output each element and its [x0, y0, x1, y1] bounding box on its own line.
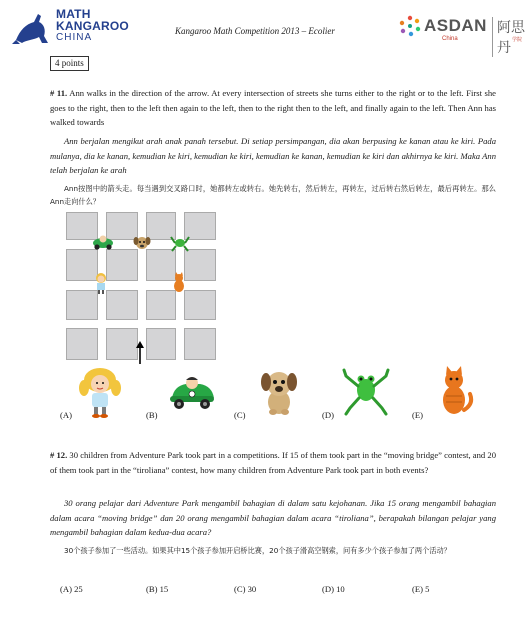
girl-icon	[78, 366, 122, 418]
girl-small-icon	[92, 272, 110, 294]
q12-answer-c: (C) 30	[234, 584, 257, 594]
q11-choice-c-label: (C)	[234, 410, 246, 420]
q12-number: # 12.	[50, 450, 68, 460]
frog-small-icon	[170, 234, 190, 252]
q11-choice-e-label: (E)	[412, 410, 423, 420]
asdan-chinese: 阿思丹	[492, 17, 528, 57]
q11-malay	[50, 134, 496, 178]
asdan-word: ASDAN	[424, 16, 487, 35]
city-block	[146, 328, 176, 360]
q12-english-text: 30 children from Adventure Park took part in a competitions. If 15 of them took part in the “moving bridge” contest, and 20 of them took part in the “tiroliana” contest, how many children from Adventure Park took part in both events?	[50, 450, 496, 475]
city-block	[184, 328, 216, 360]
city-block	[66, 328, 98, 360]
q12-answer-b: (B) 15	[146, 584, 169, 594]
q11-malay-text: Ann berjalan mengikut arah anak panah tersebut. Di setiap persimpangan, dia akan berpusing ke kanan atau ke kiri. Pada mulanya, dia ke kanan, kemudian ke kiri, kemudian ke kiri, kemudian ke kanan, kemudian ke kiri dan akhirnya ke kiri. Maka Ann telah berjalan ke arah	[50, 136, 496, 175]
street-grid-figure	[66, 212, 216, 360]
start-arrow-icon	[132, 340, 148, 364]
asdan-sub-tag: 学院	[512, 37, 523, 43]
q12-answer-a: (A) 25	[60, 584, 83, 594]
q11-choice-d-label: (D)	[322, 410, 334, 420]
asdan-logo	[398, 14, 528, 56]
q11-chinese-text: Ann按图中的箭头走。每当遇到交叉路口时，她都转左或转右。她先转右，然后转左，再转左，过后转右然后转左，最后再转左。那么Ann走向什么？	[50, 184, 496, 206]
city-block	[106, 249, 138, 281]
dog-small-icon	[132, 234, 152, 252]
q11-english-text: Ann walks in the direction of the arrow. At every intersection of streets she turns either to the right or to the left. First she goes to the right, then to the left then again to the left, then to the right then to the left, and finally again to the left. Then Ann has walked towards	[50, 88, 496, 127]
city-block	[66, 290, 98, 320]
logo-line-math: MATH	[56, 7, 91, 21]
car-small-icon	[92, 234, 114, 250]
q11-choice-b-label: (B)	[146, 410, 158, 420]
q11-choice-a-label: (A)	[60, 410, 72, 420]
q12-english	[50, 448, 496, 477]
q11-chinese	[50, 182, 496, 208]
city-block	[106, 290, 138, 320]
logo-line-china: CHINA	[56, 32, 93, 43]
kangaroo-logo-icon	[12, 10, 52, 46]
q12-chinese	[50, 544, 496, 557]
cat-icon	[434, 366, 474, 418]
city-block	[184, 290, 216, 320]
points-label: 4 points	[50, 56, 89, 71]
q12-answer-e: (E) 5	[412, 584, 430, 594]
q11-english	[50, 86, 496, 130]
city-block	[184, 249, 216, 281]
q12-malay-text: 30 orang pelajar dari Adventure Park mengambil bahagian di dalam satu kejohanan. Jika 15 orang mengambil bahagian dalam acara “moving bridge” dan 20 orang mengambil bahagian dalam acara “tiroliana”, berapakah bilangan pelajar yang mengambil bahagian dalam kedua-dua acara?	[50, 498, 496, 537]
asdan-burst-icon	[398, 14, 422, 38]
math-kangaroo-logo	[12, 8, 132, 46]
q11-choices	[50, 366, 496, 422]
car-icon	[168, 374, 216, 410]
cat-small-icon	[170, 272, 188, 294]
q12-chinese-text: 30个孩子参加了一些活动。如果其中15个孩子参加开启桥比赛，20个孩子滑高空钢索，问有多少个孩子参加了两个活动？	[64, 546, 451, 555]
city-block	[146, 290, 176, 320]
q12-answer-d: (D) 10	[322, 584, 345, 594]
page-header	[0, 0, 531, 56]
q11-number: # 11.	[50, 88, 68, 98]
dog-icon	[258, 366, 300, 416]
logo-line-kangaroo: KANGAROO	[56, 19, 129, 33]
q12-malay	[50, 496, 496, 540]
asdan-china-tag: China	[442, 36, 458, 42]
frog-icon	[342, 368, 390, 416]
competition-title: Kangaroo Math Competition 2013 – Ecolier	[175, 26, 335, 36]
